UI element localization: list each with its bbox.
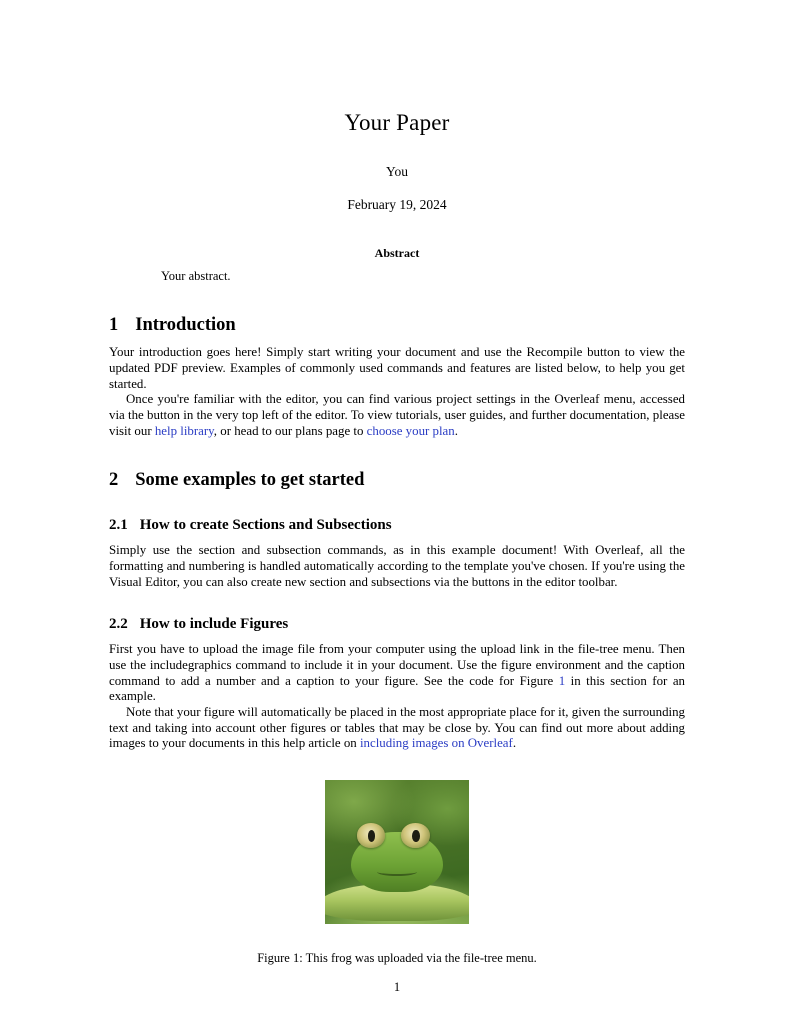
frog-pupil-right bbox=[412, 830, 419, 842]
section-number: 2 bbox=[109, 470, 119, 491]
figures-p2-text-b: . bbox=[512, 736, 517, 751]
page-title: Your Paper bbox=[344, 110, 450, 135]
frog-mouth bbox=[377, 868, 418, 876]
subsection-number: 2.2 bbox=[109, 616, 128, 633]
figure-caption: Figure 1: This frog was uploaded via the file-tree menu. bbox=[257, 951, 537, 966]
document-date: February 19, 2024 bbox=[347, 197, 447, 212]
figures-p1-text-b: in this section for an example. bbox=[109, 673, 685, 704]
frog-photo bbox=[325, 780, 469, 924]
section-title: Some examples to get started bbox=[135, 470, 365, 491]
section-heading-examples bbox=[109, 469, 685, 491]
intro-p2-text-a: Once you're familiar with the editor, you can find various project settings in the Overleaf menu, accessed via the button in the very top left of the editor. To view tutorials, user guides, and further documentation, please visit our bbox=[109, 392, 685, 438]
figure-reference-link[interactable]: 1 bbox=[558, 673, 566, 688]
subsection-number: 2.1 bbox=[109, 517, 128, 534]
document-body bbox=[109, 110, 685, 966]
choose-your-plan-link[interactable]: choose your plan bbox=[366, 423, 455, 438]
subsection-heading-figures bbox=[109, 615, 685, 633]
including-images-link[interactable]: including images on Overleaf bbox=[359, 736, 513, 751]
frog-eye-right bbox=[401, 823, 430, 847]
intro-paragraph-1: Your introduction goes here! Simply start writing your document and use the Recompile button to view the updated PDF preview. Examples of commonly used commands and features are listed below, to help you get started. bbox=[109, 345, 685, 391]
page-number: 1 bbox=[393, 980, 401, 994]
intro-p2-text-b: , or head to our plans page to bbox=[213, 423, 367, 438]
section-number: 1 bbox=[109, 315, 119, 335]
subsection-heading-sections bbox=[109, 516, 685, 534]
abstract-heading: Abstract bbox=[374, 246, 420, 260]
subsection-sections-paragraph: Simply use the section and subsection commands, as in this example document! With Overleaf, all the formatting and numbering is handled automatically according to the template you've chosen. If you're using the Visual Editor, you can also create new section and subsections via the buttons in the editor toolbar. bbox=[109, 543, 685, 589]
figure-1 bbox=[109, 780, 685, 966]
intro-p2-text-c: . bbox=[454, 423, 458, 438]
figures-p2-text-a: Note that your figure will automatically be placed in the most appropriate place for it, given the surrounding text and taking into account other figures or tables that may be close by. You can find out more about adding images to your documents in this help article on bbox=[109, 705, 685, 751]
section-title: Introduction bbox=[135, 315, 236, 335]
frog-pupil-left bbox=[368, 830, 375, 842]
subsection-title: How to create Sections and Subsections bbox=[139, 517, 392, 534]
abstract-text: Your abstract. bbox=[161, 269, 231, 283]
document-author: You bbox=[386, 164, 408, 179]
subsection-figures-paragraph-1 bbox=[109, 642, 685, 705]
subsection-title: How to include Figures bbox=[139, 616, 289, 633]
help-library-link[interactable]: help library bbox=[154, 423, 214, 438]
frog-eye-left bbox=[357, 823, 386, 847]
section-heading-introduction bbox=[109, 314, 685, 336]
figures-p1-text-a: First you have to upload the image file from your computer using the upload link in the file-tree menu. Then use the includegraphics command to include it in your document. Use the figure environment and the caption command to add a number and a caption to your figure. See the code for Figure bbox=[109, 642, 685, 688]
subsection-figures-paragraph-2 bbox=[109, 705, 685, 752]
intro-paragraph-2 bbox=[109, 392, 685, 439]
